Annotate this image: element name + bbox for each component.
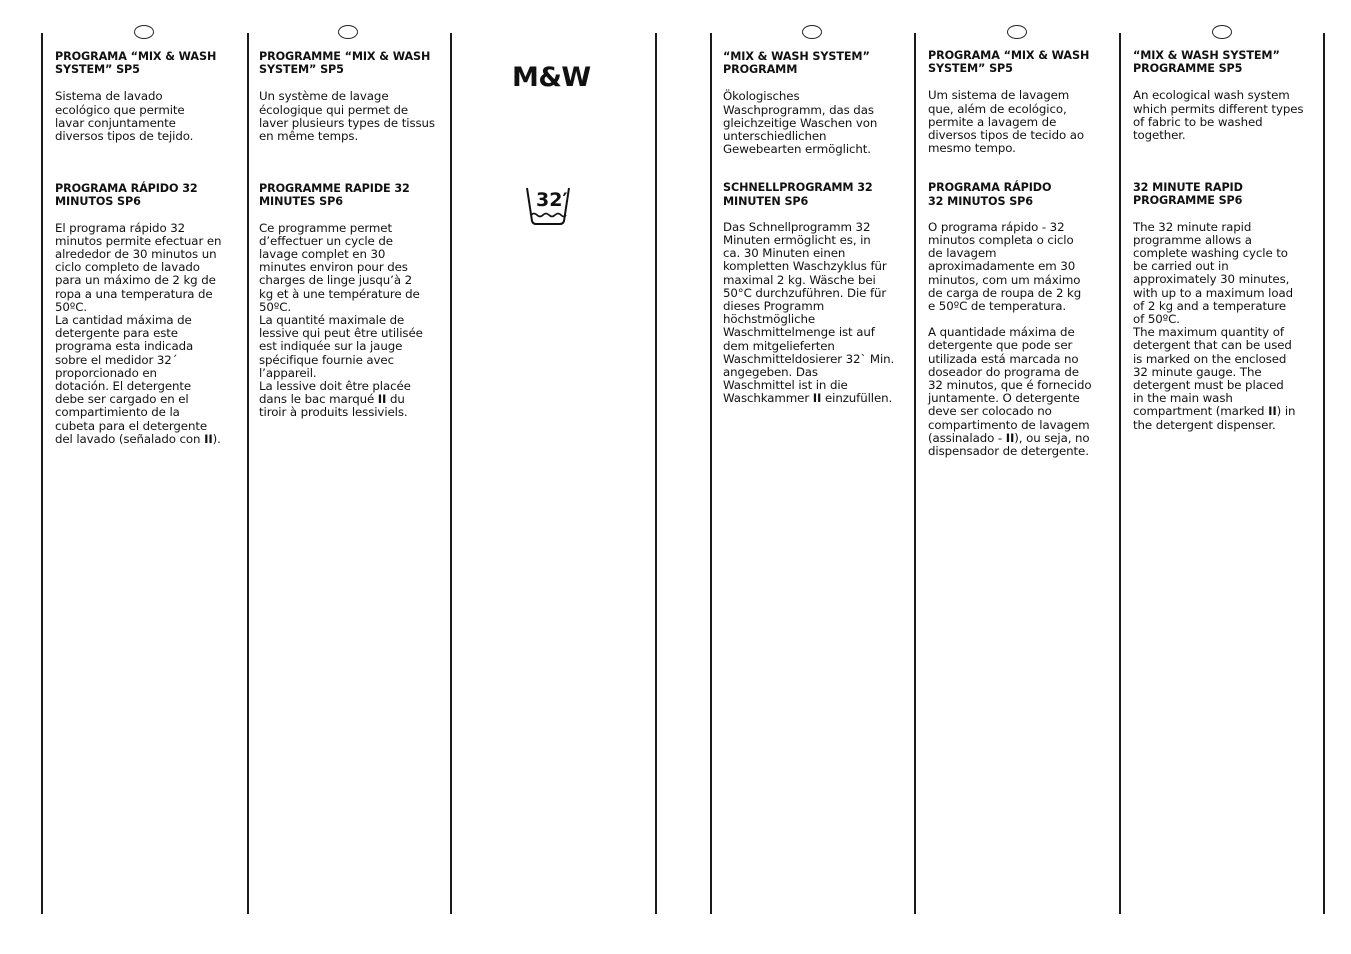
paragraph-rapid-text: Das Schnellprogramm 32 Minuten ermöglicht es, in ca. 30 Minuten einen kompletten Waschzyklus für maximal 2 kg. Wäsche bei 50°C durchzuführen. Die für dieses Programm höchstmögliche Waschmittelmenge ist auf dem mitgelieferten Waschmitteldosierer 32` Min. angegeben. Das Waschmittel ist in die Waschkammer <box>723 219 895 406</box>
paragraph-detergent-quantity: La quantité maximale de lessive qui peut être utilisée est indiquée sur la jauge spécifique fournie avec l’appareil. <box>259 313 423 380</box>
paragraph-detergent-end: du tiroir à produits lessiviels. <box>259 392 408 420</box>
wash-tub-32-icon <box>525 185 571 227</box>
portuguese-column <box>928 49 1113 458</box>
column-divider <box>655 33 657 914</box>
column-divider <box>1119 33 1121 914</box>
paragraph-detergent-end: ) in the detergent dispenser. <box>1133 404 1296 432</box>
paragraph-detergent-text: La cantidad máxima de detergente para este programa esta indicada sobre el medidor 32´ proporcionado en dotación. El detergente debe ser cargado en el compartimiento de la cubeta para el detergente del lavado (señalado con <box>55 313 208 446</box>
paragraph-detergent <box>1133 326 1318 432</box>
paragraph-detergent-end: ), ou seja, no dispensador de detergente. <box>928 430 1090 459</box>
section-heading-mix-wash: “MIX & WASH SYSTEM” PROGRAMM <box>723 50 870 77</box>
paragraph-detergent-text: A quantidade máxima de detergente que pode ser utilizada está marcada no doseador do programa de 32 minutos, que é fornecido juntamente. O detergente deve ser colocado no compartimento de lavagem (assinalado - <box>928 325 1092 445</box>
paragraph-mix-wash: Ökologisches Waschprogramm, das das gleichzeitige Waschen von unterschiedlichen Gewebearten ermöglicht. <box>723 89 878 157</box>
section-heading-mix-wash: PROGRAMA “MIX & WASH SYSTEM” SP5 <box>928 49 1090 76</box>
compartment-mark: II <box>204 431 213 446</box>
language-indicator-circle <box>134 25 154 39</box>
paragraph-detergent <box>928 326 1113 458</box>
paragraph-mix-wash: Sistema de lavado ecológico que permite lavar conjuntamente diversos tipos de tejido. <box>55 89 194 144</box>
paragraph-rapid-end: einzufüllen. <box>821 391 893 406</box>
section-heading-rapid: 32 MINUTE RAPID PROGRAMME SP6 <box>1133 181 1243 208</box>
paragraph-rapid: El programa rápido 32 minutos permite efectuar en alrededor de 30 minutos un ciclo completo de lavado para un máximo de 2 kg de ropa a una temperatura de 50ºC. <box>55 220 222 314</box>
german-column <box>723 50 908 406</box>
compartment-mark: II <box>377 392 387 407</box>
paragraph-detergent-text: The maximum quantity of detergent that can be used is marked on the enclosed 32 minute gauge. The detergent must be placed in the main wash compartment (marked <box>1133 325 1292 419</box>
column-divider <box>450 33 452 914</box>
mix-wash-logo: M&W <box>512 62 591 93</box>
section-heading-rapid: SCHNELLPROGRAMM 32 MINUTEN SP6 <box>723 181 873 208</box>
english-column <box>1133 49 1318 432</box>
language-indicator-circle <box>338 25 358 39</box>
column-divider <box>41 33 43 914</box>
spanish-column <box>55 50 240 446</box>
paragraph-rapid: O programa rápido - 32 minutos completa o ciclo de lavagem aproximadamente em 30 minutos, com um máximo de carga de roupa de 2 kg e 50ºC de temperatura. <box>928 219 1082 314</box>
paragraph-detergent <box>259 380 444 420</box>
compartment-mark: II <box>1268 404 1277 419</box>
compartment-mark: II <box>812 391 822 406</box>
paragraph-rapid: The 32 minute rapid programme allows a complete washing cycle to be carried out in approximately 30 minutes, with up to a maximum load of 2 kg and a temperature of 50ºC. <box>1133 219 1293 327</box>
paragraph-rapid <box>723 221 908 406</box>
column-divider <box>710 33 712 914</box>
section-heading-rapid: PROGRAMA RÁPIDO 32 MINUTOS SP6 <box>55 182 198 209</box>
language-indicator-circle <box>1007 25 1027 39</box>
section-heading-mix-wash: PROGRAMME “MIX & WASH SYSTEM” SP5 <box>259 50 431 77</box>
paragraph-rapid: Ce programme permet d’effectuer un cycle de lavage complet en 30 minutes environ pour des charges de linge jusqu’à 2 kg et à une température de 50ºC. <box>259 220 420 314</box>
language-indicator-circle <box>802 25 822 39</box>
language-indicator-circle <box>1212 25 1232 39</box>
french-column <box>259 50 444 420</box>
tub-icon-label: 32′ <box>536 189 568 211</box>
paragraph-mix-wash: Un système de lavage écologique qui permet de laver plusieurs types de tissus en même temps. <box>259 89 435 144</box>
paragraph-detergent <box>55 314 240 446</box>
column-divider <box>247 33 249 914</box>
paragraph-mix-wash: Um sistema de lavagem que, além de ecológico, permite a lavagem de diversos tipos de tecido ao mesmo tempo. <box>928 88 1084 156</box>
paragraph-detergent-end: ). <box>212 431 221 446</box>
paragraph-detergent-text: La lessive doit être placée dans le bac marqué <box>259 379 411 407</box>
column-divider <box>914 33 916 914</box>
compartment-mark: II <box>1005 430 1015 445</box>
paragraph-mix-wash: An ecological wash system which permits different types of fabric to be washed together. <box>1133 88 1304 143</box>
column-divider <box>1323 33 1325 914</box>
section-heading-mix-wash: PROGRAMA “MIX & WASH SYSTEM” SP5 <box>55 50 217 77</box>
section-heading-rapid: PROGRAMME RAPIDE 32 MINUTES SP6 <box>259 182 410 209</box>
section-heading-mix-wash: “MIX & WASH SYSTEM” PROGRAMME SP5 <box>1133 49 1280 76</box>
section-heading-rapid: PROGRAMA RÁPIDO 32 MINUTOS SP6 <box>928 181 1052 208</box>
